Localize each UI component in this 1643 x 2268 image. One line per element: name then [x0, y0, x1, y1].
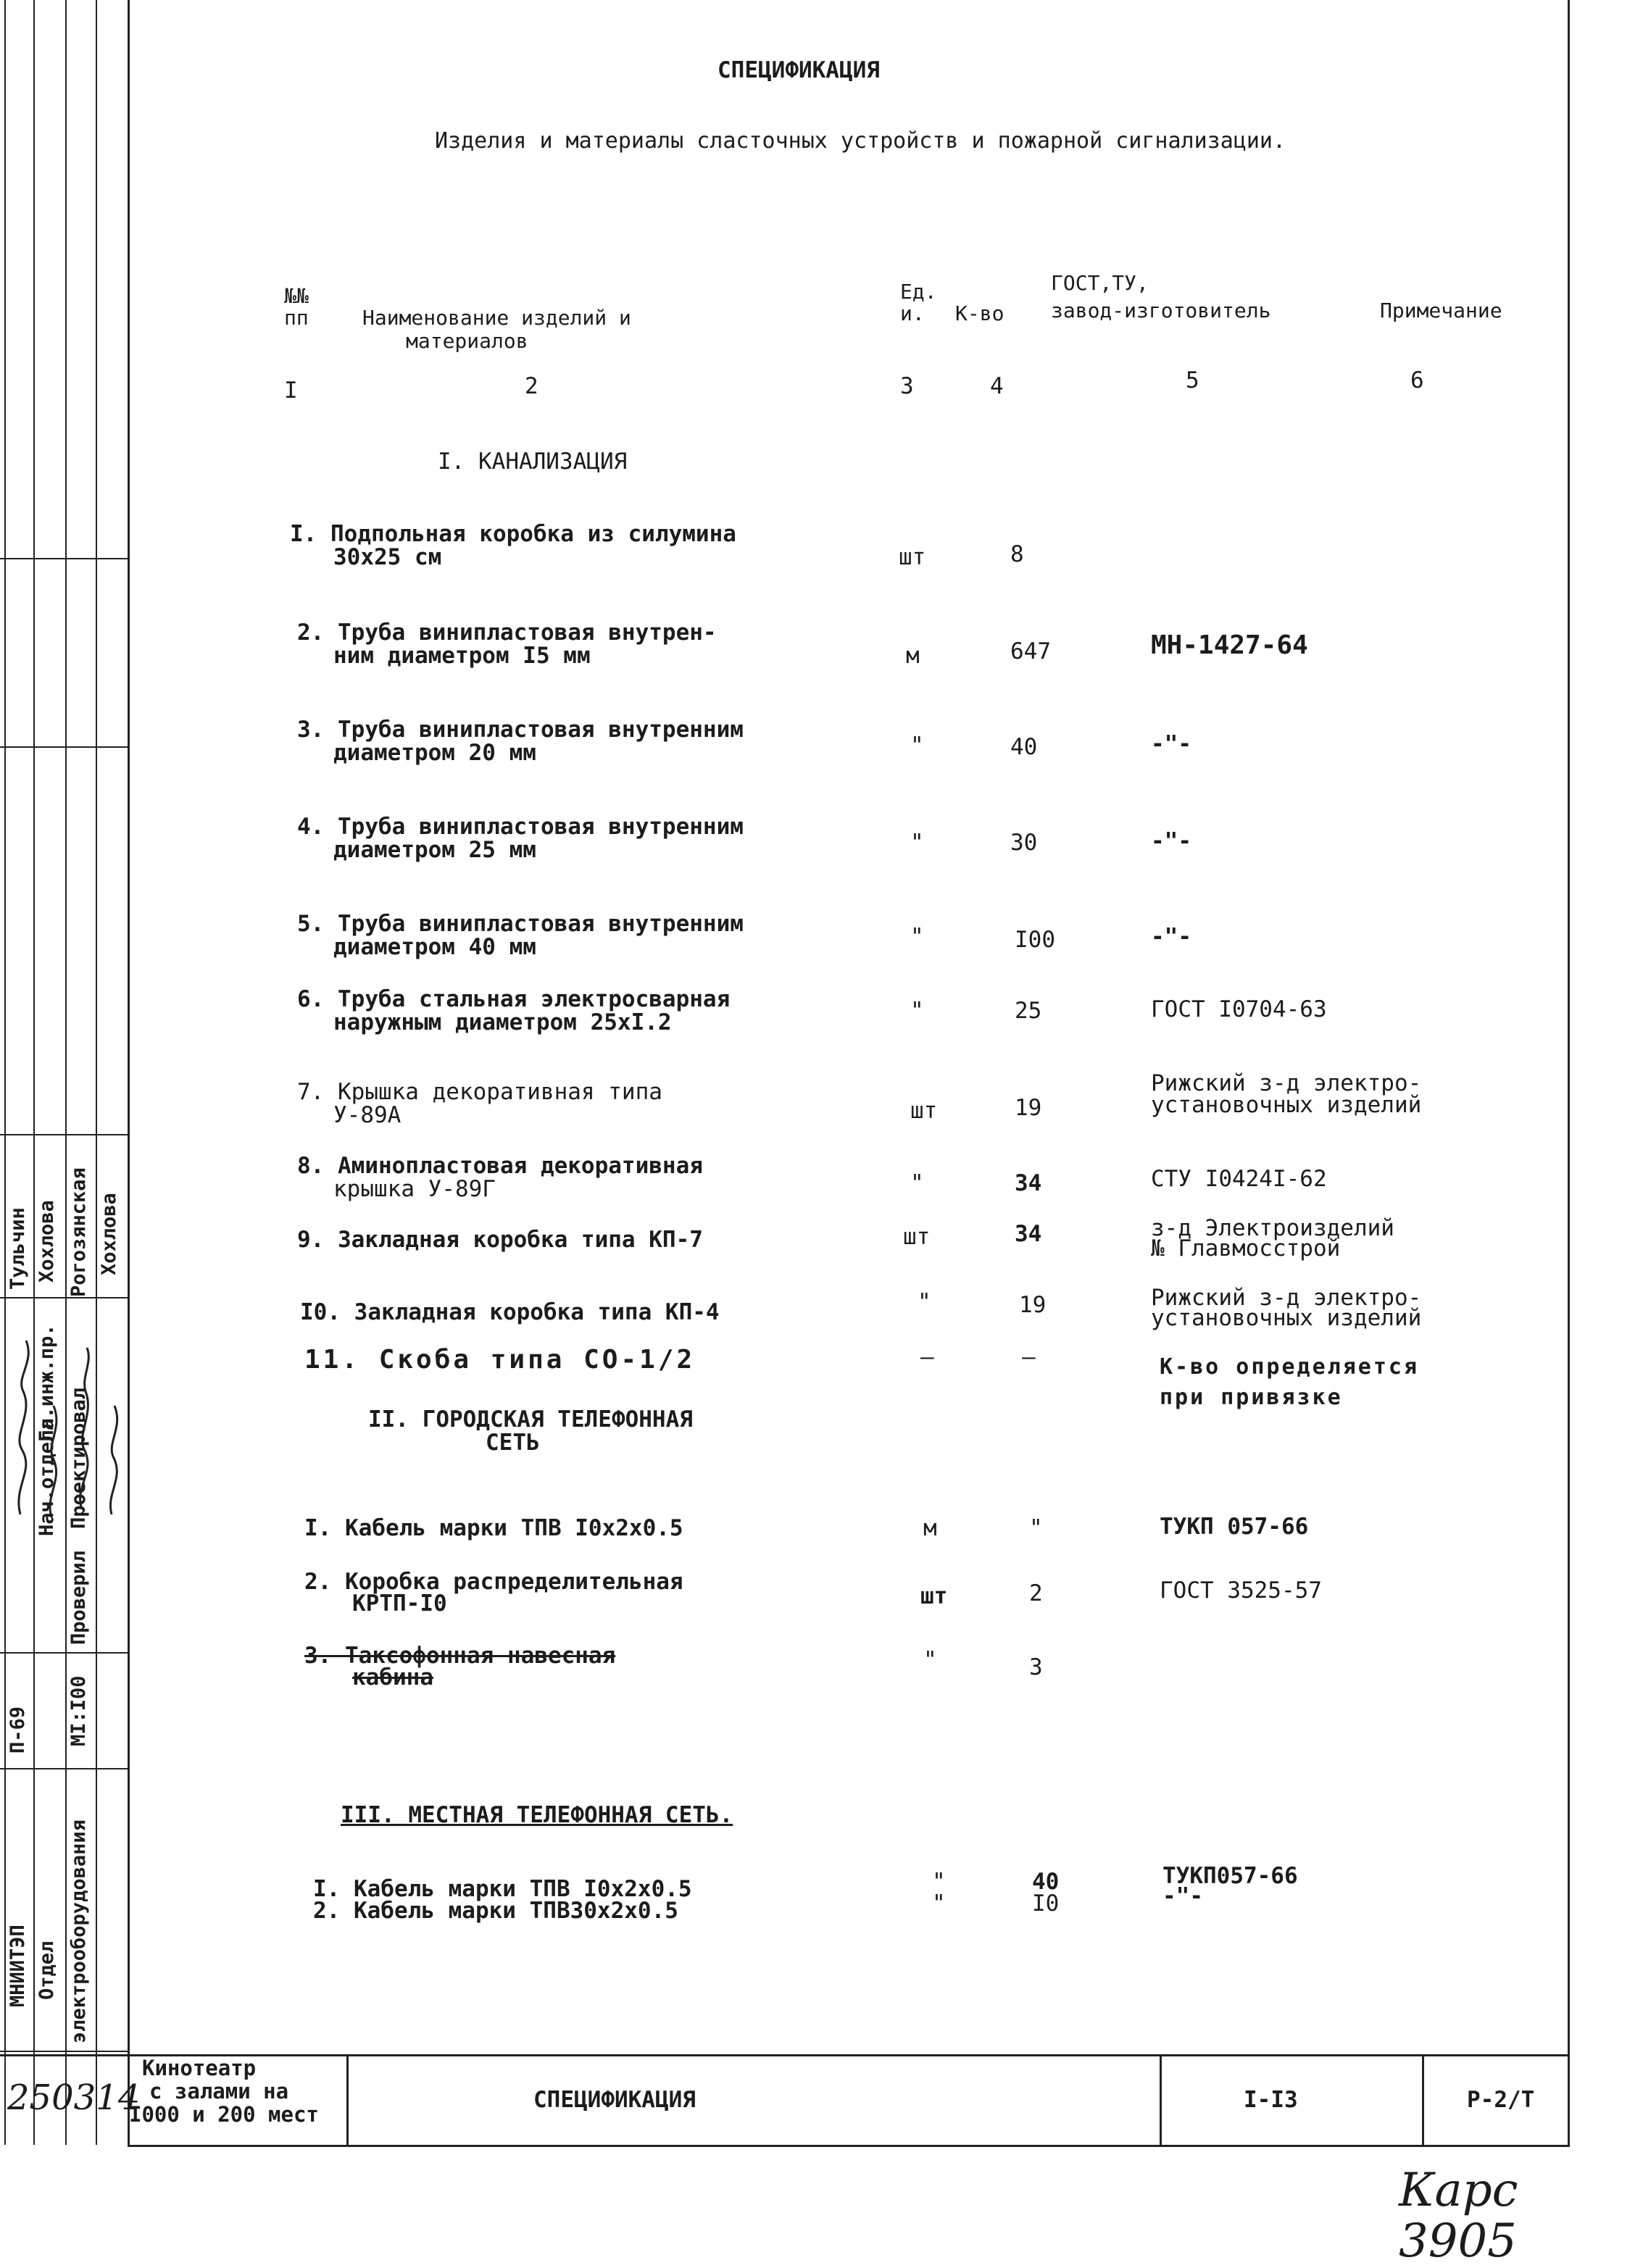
item-unit: ": [910, 830, 924, 856]
role-chief-engineer: Гл.инж.пр.: [36, 1324, 58, 1442]
stamp-divider: [1160, 2054, 1162, 2145]
item-name-cont: крышка У-89Г: [333, 1176, 496, 1202]
stamp-doc-title: СПЕЦИФИКАЦИЯ: [533, 2087, 696, 2113]
item-name: 2. Труба винипластовая внутрен-: [297, 620, 717, 646]
side-divider: [0, 1768, 128, 1769]
side-line: [65, 0, 67, 2145]
name-khokhlova: Хохлова: [36, 1200, 58, 1283]
item-qty: 8: [1010, 541, 1024, 567]
side-divider: [0, 1134, 128, 1135]
item-name-cont: диаметром 25 мм: [333, 837, 536, 863]
item-qty: 3: [1029, 1654, 1043, 1680]
role-head: Нач.отдела: [36, 1418, 58, 1536]
item-unit: ": [910, 1170, 924, 1196]
role-checker: Проверил: [67, 1550, 90, 1645]
item-gost: К-во определяется: [1160, 1354, 1420, 1380]
header-num-1: №№: [284, 284, 309, 308]
side-divider: [0, 1652, 128, 1654]
item-gost: ГОСТ I0704-63: [1151, 996, 1327, 1022]
item-name: I. Кабель марки ТПВ I0х2х0.5: [304, 1515, 683, 1541]
section-title: III. МЕСТНАЯ ТЕЛЕФОННАЯ СЕТЬ.: [341, 1802, 733, 1828]
item-unit: шт: [899, 544, 926, 570]
stamp-project-3: I000 и 200 мест: [129, 2102, 319, 2127]
item-gost: ГОСТ 3525-57: [1160, 1577, 1322, 1604]
item-gost: -"-: [1151, 924, 1191, 950]
item-qty: 25: [1015, 998, 1042, 1024]
item-gost: ТУКП057-66: [1162, 1863, 1298, 1889]
item-unit: шт: [903, 1224, 931, 1250]
header-qty: К-во: [955, 301, 1004, 325]
item-qty: 40: [1032, 1869, 1060, 1895]
dept-label: Отдел: [36, 1940, 58, 2000]
item-name-cont: диаметром 40 мм: [333, 934, 536, 960]
item-unit: —: [920, 1344, 934, 1370]
stamp-divider: [346, 2054, 349, 2145]
item-gost: з-д Электроизделий: [1151, 1215, 1394, 1241]
item-name-cont: диаметром 20 мм: [333, 740, 536, 766]
header-unit-2: и.: [900, 301, 925, 325]
document-subtitle: Изделия и материалы сласточных устройств и пожарной сигнализации.: [435, 128, 1286, 154]
item-name-cont: наружным диаметром 25хI.2: [333, 1009, 672, 1035]
item-qty: 19: [1019, 1292, 1047, 1318]
item-name-cont: КРТП-I0: [352, 1590, 447, 1617]
header-gost-1: ГОСТ,ТУ,: [1051, 271, 1149, 295]
item-gost-cont: при привязке: [1160, 1385, 1343, 1410]
header-num-2: пп: [284, 306, 309, 330]
item-name: 9. Закладная коробка типа КП-7: [297, 1227, 703, 1253]
item-unit: ": [932, 1890, 946, 1917]
colnum-6: 6: [1410, 367, 1424, 393]
stamp-code: Р-2/Т: [1467, 2087, 1535, 2113]
signatures-image: [6, 1304, 128, 1522]
item-unit: ": [910, 924, 924, 950]
side-line: [4, 0, 6, 2145]
dept-name: электрооборудования: [67, 1819, 90, 2043]
colnum-2: 2: [525, 373, 538, 399]
header-name-2: материалов: [406, 329, 528, 353]
stamp-divider: [1422, 2054, 1424, 2145]
side-line: [96, 0, 97, 2145]
item-name: I. Кабель марки ТПВ I0х2х0.5: [313, 1876, 692, 1902]
item-gost-cont: установочных изделий: [1151, 1305, 1422, 1331]
colnum-4: 4: [990, 373, 1004, 399]
item-unit: шт: [920, 1583, 948, 1609]
item-unit: м: [923, 1515, 937, 1541]
item-name: 11. Скоба типа СО-1/2: [304, 1345, 696, 1375]
item-qty: —: [1022, 1344, 1036, 1370]
stamp-project-2: с залами на: [149, 2079, 289, 2104]
item-qty: 647: [1010, 638, 1051, 664]
item-qty: I0: [1032, 1890, 1060, 1917]
sheet-code: П-69: [7, 1706, 29, 1754]
item-name-cont: ним диаметром I5 мм: [333, 643, 591, 669]
side-divider: [0, 1297, 128, 1298]
item-gost: -"-: [1162, 1883, 1203, 1909]
name-rogozyanskaya: Рогозянская: [67, 1167, 90, 1297]
item-name: 2. Кабель марки ТПВ30х2х0.5: [313, 1898, 678, 1924]
item-gost-cont: № Главмосстрой: [1151, 1235, 1341, 1262]
item-name: 8. Аминопластовая декоративная: [297, 1153, 703, 1179]
item-unit: ": [910, 733, 924, 759]
item-name-cont: У-89А: [333, 1102, 402, 1128]
document-title: СПЕЦИФИКАЦИЯ: [717, 57, 880, 83]
item-name-cont: кабина: [352, 1664, 433, 1690]
colnum-1: I: [284, 378, 298, 404]
item-name: 2. Коробка распределительная: [304, 1569, 683, 1595]
item-qty: 34: [1015, 1221, 1042, 1247]
section-title: I. КАНАЛИЗАЦИЯ: [438, 449, 628, 475]
side-divider: [0, 2051, 128, 2052]
item-gost: Рижский з-д электро-: [1151, 1070, 1422, 1096]
stamp-sheet: I-I3: [1244, 2087, 1298, 2113]
item-name: 3. Труба винипластовая внутренним: [297, 717, 744, 743]
org-name: МНИИТЭП: [7, 1925, 29, 2007]
stamp-project-1: Кинотеатр: [142, 2056, 257, 2080]
item-name: 7. Крышка декоративная типа: [297, 1079, 662, 1105]
header-gost-2: завод-изготовитель: [1051, 299, 1271, 322]
item-qty: 19: [1015, 1095, 1042, 1121]
item-name: 6. Труба стальная электросварная: [297, 986, 731, 1012]
item-name: I. Подпольная коробка из силумина: [290, 521, 736, 547]
item-gost: Рижский з-д электро-: [1151, 1285, 1422, 1311]
item-name: 4. Труба винипластовая внутренним: [297, 814, 744, 840]
item-gost: -"-: [1151, 828, 1191, 854]
section-title: II. ГОРОДСКАЯ ТЕЛЕФОННАЯ: [368, 1406, 693, 1433]
name-khokhlova-checker: Хохлова: [98, 1193, 120, 1275]
item-unit: ": [918, 1289, 931, 1315]
role-designer: Проектировал: [67, 1387, 90, 1529]
item-gost: СТУ I0424I-62: [1151, 1166, 1327, 1192]
item-name: 5. Труба винипластовая внутренним: [297, 911, 744, 937]
item-name: I0. Закладная коробка типа КП-4: [300, 1299, 720, 1325]
item-unit: ": [910, 998, 924, 1024]
item-qty: 40: [1010, 734, 1038, 760]
item-gost-cont: установочных изделий: [1151, 1092, 1422, 1118]
item-name: 3. Таксофонная навесная: [304, 1643, 616, 1669]
section-title-cont: СЕТЬ: [486, 1430, 540, 1456]
item-gost: МН-1427-64: [1151, 630, 1308, 660]
item-gost: ТУКП 057-66: [1160, 1514, 1309, 1540]
stamp-block: [0, 2054, 1568, 2145]
item-qty: ": [1029, 1515, 1043, 1541]
item-unit: ": [923, 1647, 937, 1673]
item-qty: 2: [1029, 1580, 1043, 1606]
side-divider: [0, 558, 128, 559]
colnum-5: 5: [1186, 367, 1199, 393]
handwritten-note: Карс 3905: [1399, 2164, 1518, 2268]
name-tulchin: Тульчин: [7, 1207, 29, 1290]
header-unit-1: Ед.: [900, 280, 937, 304]
header-note: Примечание: [1380, 299, 1502, 322]
item-unit: шт: [910, 1098, 938, 1124]
item-unit: м: [906, 643, 920, 669]
stamp-id: 250314: [7, 2077, 141, 2118]
scale: МI:I00: [67, 1675, 90, 1746]
item-qty: 30: [1010, 830, 1038, 856]
item-qty: I00: [1015, 927, 1055, 953]
item-unit: ": [932, 1869, 946, 1895]
side-line: [33, 0, 35, 2145]
item-qty: 34: [1015, 1170, 1042, 1196]
header-name-1: Наименование изделий и: [362, 306, 631, 330]
colnum-3: 3: [900, 373, 914, 399]
side-title-block: [0, 0, 128, 2145]
side-divider: [0, 746, 128, 748]
item-name-cont: 30х25 см: [333, 544, 442, 570]
item-gost: -"-: [1151, 731, 1191, 757]
